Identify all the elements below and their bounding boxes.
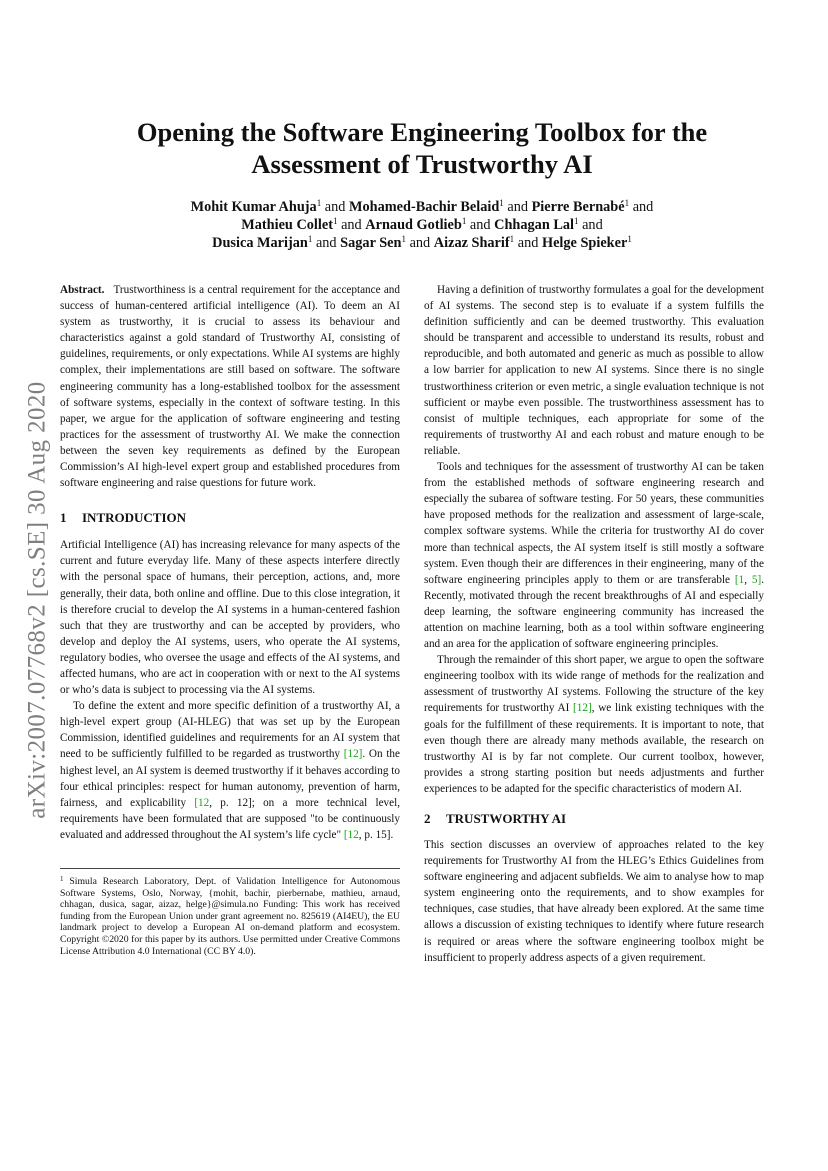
section-1-heading	[60, 510, 400, 526]
paragraph-text: , we link existing techniques with the goals for the fulfillment of these requirements. It is important to note, that even though there are already many methods available, the research on trustworthy AI is by far not complete. Our current toolbox, however, provides a strong starting position but needs adjustments and further experiences to be adapted for the specific characteristics of modern AI.	[424, 702, 764, 795]
affiliation-mark: 1	[461, 216, 467, 226]
affiliation-mark: 1	[332, 216, 338, 226]
author-name: Helge Spieker	[541, 235, 628, 251]
citation-link[interactable]: [12]	[343, 748, 363, 761]
paper-title-line-2: Assessment of Trustworthy AI	[251, 149, 593, 179]
citation-link[interactable]: 5]	[751, 573, 762, 586]
author-separator: and	[409, 235, 431, 251]
arxiv-identifier: arXiv:2007.07768v2 [cs.SE] 30 Aug 2020	[24, 381, 51, 819]
author-separator: and	[507, 199, 528, 215]
body-paragraph-2	[424, 459, 764, 652]
body-paragraph-1: Having a definition of trustworthy formulates a goal for the development of AI systems. The second step is to evaluate if a system fulfills the definition sufficiently and can be deemed trustworthy. This evaluation should be transparent and accessible to understand its results, robust and reproducible, and both automated and generic as much as possible to allow a low barrier for application to new AI systems. Since there is no single trustworthiness criterion or even metric, a single evaluation technique is not sufficient or maybe even possible. The trustworthiness assessment has to consist of multiple techniques, each appropriate for some of the requirements of trustworthy AI and each robust and mature enough to be reliable.	[424, 284, 764, 457]
section-title: TRUSTWORTHY AI	[446, 811, 567, 826]
affiliation-mark: 1	[627, 234, 632, 244]
author-list	[60, 198, 784, 252]
author-separator: and	[517, 235, 539, 251]
paragraph-text: , p. 15].	[358, 828, 394, 841]
citation-link[interactable]: [1	[734, 573, 745, 586]
citation-link[interactable]: [12	[343, 828, 359, 841]
citation-separator: ,	[744, 573, 752, 586]
citation-link[interactable]: [12]	[573, 702, 592, 715]
abstract-text: Trustworthiness is a central requirement for the acceptance and success of human-centered artificial intelligence (AI). To deem an AI system as trustworthy, it is crucial to assess its behaviour and characteristics against a gold standard of Trustworthy AI, consisting of guidelines, requirements, or only expectations. While AI systems are highly complex, their implementations are still based on software. The software engineering community has a long-established toolbox for the assessment of software systems, especially in the context of software testing. In this paper, we argue for the application of software engineering and testing practices for the assessment of trustworthy AI. We make the connection between the seven key requirements as defined by the European Commission’s AI high-level expert group and established procedures from software engineering and raise questions for future work.	[60, 284, 400, 490]
affiliation-mark: 1	[316, 198, 322, 208]
author-name: Sagar Sen	[340, 235, 402, 251]
author-name: Mohamed-Bachir Belaid	[349, 199, 500, 215]
paragraph-text: Through the remainder of this short paper, we argue to open the software engineering toolbox with its wide range of methods for the realization and assessment of trustworthy AI systems. Following the structure of the key requirements for trustworthy AI	[424, 654, 764, 715]
affiliation-mark: 1	[499, 198, 504, 208]
author-separator: and	[341, 217, 362, 233]
author-name: Pierre Bernabé	[531, 199, 625, 215]
author-name: Arnaud Gotlieb	[365, 217, 462, 233]
author-name: Chhagan Lal	[494, 217, 574, 233]
paragraph-text: . On the highest level, an AI system is deemed trustworthy if it behaves according to four ethical principles: respect for human autonomy, prevention of harm, fairness, and explicability	[60, 748, 400, 809]
section-number: 1	[60, 510, 67, 526]
paragraph-text: , p. 12]; on a more technical level, requirements have been formulated that are supposed "to be continuously evaluated and addressed throughout the AI system’s life cycle"	[60, 796, 400, 841]
affiliation-mark: 1	[401, 234, 406, 244]
intro-paragraph-1: Artificial Intelligence (AI) has increasing relevance for many aspects of the current and future everyday life. Many of these aspects interfere directly with the personal space of humans, their perception, actions, and, more generally, their data, both online and offline. Due to this close integration, it is therefore crucial to develop the AI systems in a human-centered fashion such that they are trustworthy and can be accepted by providers, who develop and deploy the AI systems, users, who operate the AI systems, regulatory bodies, who oversee the usage and effects of the AI systems, and affected humans, who are act in cooperation with or next to the AI systems or who’s data is subject to processing via the AI systems.	[60, 539, 400, 697]
right-column	[424, 282, 764, 966]
author-line-2	[60, 216, 784, 234]
paragraph-text: Tools and techniques for the assessment of trustworthy AI can be taken from the established methods of software engineering research and especially the subarea of software testing. For 50 years, these communities have proposed methods for the realization and assessment of large-scale, complex software systems. While the criteria for trustworthy AI do cover more than technical aspects, the AI system itself is still mostly a software system. Even though their are differences in their engineering, many of the software engineering principles apply to them or are transferable	[424, 461, 764, 586]
section-2-heading	[424, 811, 764, 827]
author-separator: and	[632, 199, 654, 215]
paper-title-line-1: Opening the Software Engineering Toolbox for the	[136, 117, 708, 147]
author-name: Mohit Kumar Ahuja	[190, 199, 317, 215]
abstract-label: Abstract.	[60, 284, 105, 296]
author-separator: and	[315, 235, 337, 251]
author-separator: and	[582, 217, 603, 233]
arxiv-identifier-stamp	[22, 345, 54, 855]
author-line-1	[60, 198, 784, 216]
citation-link[interactable]: [12	[194, 796, 210, 809]
affiliation-mark: 1	[509, 234, 515, 244]
section-number: 2	[424, 811, 431, 826]
affiliation-mark: 1	[307, 234, 313, 244]
section-title: INTRODUCTION	[82, 510, 187, 526]
affiliation-mark: 1	[624, 198, 630, 208]
footnote-text: Simula Research Laboratory, Dept. of Validation Intelligence for Autonomous Software Systems, Oslo, Norway, {mohit, bachir, pierbernabe, mathieu, arnaud, chhagan, dusica, sagar, aizaz, helge}@simula.no Funding: This work has received funding from the European Union under grant agreement no. 825619 (AI4EU), the EU landmark project to develop a European AI on-demand platform and ecosystem. Copyright ©2020 for this paper by its authors. Use permitted under Creative Commons License Attribution 4.0 International (CC BY 4.0).	[60, 876, 401, 957]
author-name: Aizaz Sharif	[433, 235, 510, 251]
author-separator: and	[469, 217, 491, 233]
author-separator: and	[324, 199, 346, 215]
paragraph-text: To define the extent and more specific definition of a trustworthy AI, a high-level expert group (AI-HLEG) that was set up by the European Commission, identified guidelines and requirements for an AI system that need to be sufficiently fulfilled to be regarded as trustworthy	[60, 700, 400, 761]
intro-paragraph-2	[60, 698, 400, 843]
paper-title	[60, 116, 784, 180]
footnote-mark: 1	[60, 875, 64, 883]
abstract	[60, 282, 400, 491]
body-paragraph-3	[424, 652, 764, 797]
paragraph-text: . Recently, motivated through the recent breakthroughs of AI and especially deep learning, the software engineering community has increased the attention on machine learning, both as a tool within software engineering and an area for the application of software engineering principles.	[424, 573, 765, 651]
left-column	[60, 282, 400, 843]
affiliation-mark: 1	[574, 216, 579, 226]
section-2-paragraph: This section discusses an overview of approaches related to the key requirements for Trustworthy AI from the HLEG’s Ethics Guidelines from software engineering and adjacent subfields. We aim to analyse how to map system engineering onto the requirements, and to show examples for techniques, case studies, that have already been explored. At the same time allows a discussion of existing techniques to identify where future research is required or areas where the software engineering toolbox might be insufficient to properly address aspects of a given requirement.	[424, 839, 764, 964]
footnote	[60, 868, 400, 957]
author-name: Mathieu Collet	[241, 217, 333, 233]
author-name: Dusica Marijan	[212, 235, 308, 251]
author-line-3	[60, 234, 784, 252]
